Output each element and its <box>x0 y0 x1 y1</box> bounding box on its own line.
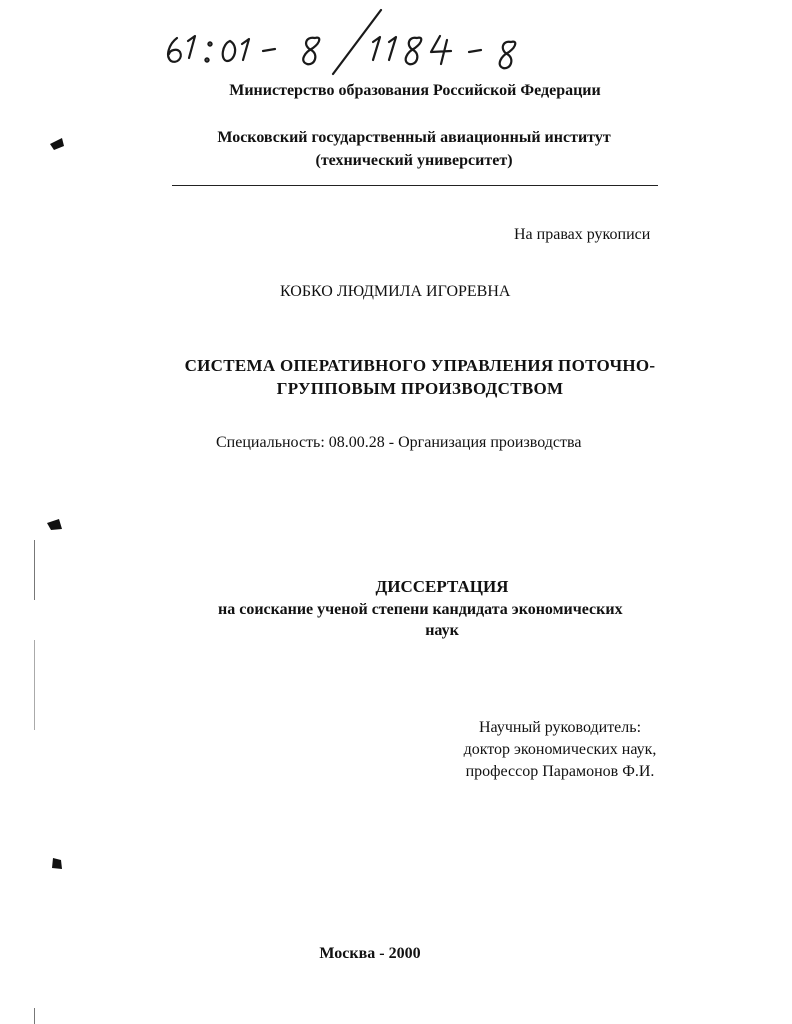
title-line-2: ГРУППОВЫМ ПРОИЗВОДСТВОМ <box>276 379 564 398</box>
header-divider <box>172 185 658 186</box>
author-name: КОБКО ЛЮДМИЛА ИГОРЕВНА <box>280 283 511 300</box>
thesis-heading: ДИССЕРТАЦИЯ <box>375 577 509 596</box>
handwritten-number-drawing <box>155 6 555 76</box>
handwritten-catalog-number <box>155 6 555 76</box>
institute-line-2: (технический университет) <box>315 152 513 169</box>
scan-edge-line-1 <box>34 540 35 600</box>
city-year: Москва - 2000 <box>319 945 421 962</box>
punch-mark-2 <box>46 517 64 533</box>
supervisor-block <box>440 717 680 783</box>
specialty: Специальность: 08.00.28 - Организация производства <box>216 434 582 451</box>
ministry-name: Министерство образования Российской Федерации <box>229 82 601 99</box>
scan-edge-line-2 <box>34 640 35 730</box>
supervisor-label: Научный руководитель: <box>478 719 642 736</box>
thesis-subtitle-line-2: наук <box>425 622 459 639</box>
dissertation-title <box>160 354 680 400</box>
institute-line-1: Московский государственный авиационный институт <box>217 129 611 146</box>
thesis-subtitle-line-1: на соискание ученой степени кандидата экономических <box>218 601 623 618</box>
title-line-1: СИСТЕМА ОПЕРАТИВНОГО УПРАВЛЕНИЯ ПОТОЧНО- <box>184 356 656 375</box>
institute-name <box>0 126 792 172</box>
punch-mark-3 <box>50 856 64 872</box>
supervisor-degree: доктор экономических наук, <box>463 741 657 758</box>
rights-note: На правах рукописи <box>514 226 651 243</box>
scan-edge-line-3 <box>34 1008 35 1024</box>
thesis-subtitle <box>218 599 666 641</box>
punch-mark-1 <box>48 136 66 152</box>
supervisor-name: профессор Парамонов Ф.И. <box>465 763 655 780</box>
